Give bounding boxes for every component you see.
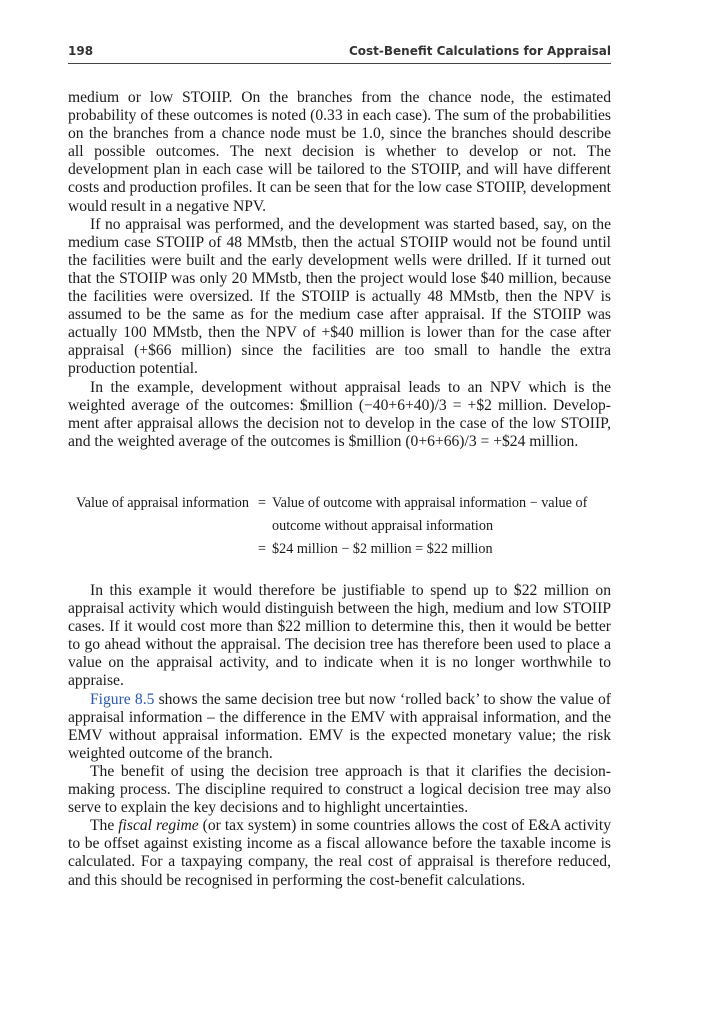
body-text-bottom	[68, 582, 611, 890]
body-text-top	[68, 89, 611, 451]
equals-sign: =	[258, 495, 267, 511]
paragraph-text: shows the same decision tree but now ‘rolled back’ to show the value of appraisal information – the difference in the EMV with appraisal information, and the EMV without appraisal information. EMV is the expected monetary value; the risk weighted outcome of the branch.	[68, 690, 611, 762]
paragraph: In the example, development without appraisal leads to an NPV which is the weighted average of the outcomes: $million (−40+6+40)/3 = +$2 million. Development after appraisal allows the decision not to develop in the case of the low STOIIP, and the weighted average of the outcomes is $million (0+6+66)/3 = +$24 million.	[68, 378, 611, 450]
figure-8-5-link[interactable]: Figure 8.5	[90, 690, 155, 708]
equation-rhs-line: outcome without appraisal information	[272, 518, 494, 534]
page-header	[68, 44, 611, 62]
equation-lhs: Value of appraisal information	[76, 495, 249, 511]
equation-rhs-line: Value of outcome with appraisal information − value of	[272, 495, 588, 511]
paragraph-text: The	[90, 817, 119, 835]
equals-sign: =	[258, 541, 267, 557]
running-title: Cost-Benefit Calculations for Appraisal	[348, 44, 611, 58]
paragraph-figure-ref	[68, 691, 611, 763]
paragraph-fiscal	[68, 817, 611, 889]
header-rule	[68, 63, 611, 64]
equation-result: $24 million − $2 million = $22 million	[272, 541, 493, 557]
paragraph: The benefit of using the decision tree approach is that it clarifies the decision-making process. The discipline required to construct a logical decision tree may also serve to explain the key decisions and to highlight uncertainties.	[68, 762, 611, 817]
fiscal-regime-term: fiscal regime	[118, 817, 199, 835]
paragraph-text: (or tax system) in some countries allows the cost of E&A activity to be offset against existing income as a fiscal allowance before the taxable income is calculated. For a taxpaying company, the real cost of appraisal is therefore reduced, and this should be recognised in performing the cost-benefit calculations.	[68, 817, 611, 889]
page-number: 198	[68, 44, 94, 58]
paragraph: If no appraisal was performed, and the development was started based, say, on the medium case STOIIP of 48 MMstb, then the actual STOIIP would not be found until the facilities were built and the early development wells were drilled. If it turned out that the STOIIP was only 20 MMstb, then the project would lose $40 million, because the facilities were oversized. If the STOIIP is actually 48 MMstb, then the NPV is assumed to be the same as for the medium case after appraisal. If the STOIIP was actually 100 MMstb, then the NPV of +$40 million is lower than for the case after appraisal (+$66 million) since the facilities are too small to handle the extra production potential.	[68, 215, 611, 378]
paragraph: In this example it would therefore be justifiable to spend up to $22 million on appraisal activity which would distinguish between the high, medium and low STOIIP cases. If it would cost more than $22 million to determine this, then it would be better to go ahead without the appraisal. The decision tree has therefore been used to place a value on the appraisal activity, and to indicate when it is no longer worthwhile to appraise.	[68, 582, 611, 690]
paragraph: medium or low STOIIP. On the branches from the chance node, the estimated probability of these outcomes is noted (0.33 in each case). The sum of the probabilities on the branches from a chance node must be 1.0, since the branches should describe all possible outcomes. The next decision is whether to develop or not. The development plan in each case will be tailored to the STOIIP, and will have different costs and production profiles. It can be seen that for the low case STOIIP, development would result in a negative NPV.	[68, 89, 611, 215]
